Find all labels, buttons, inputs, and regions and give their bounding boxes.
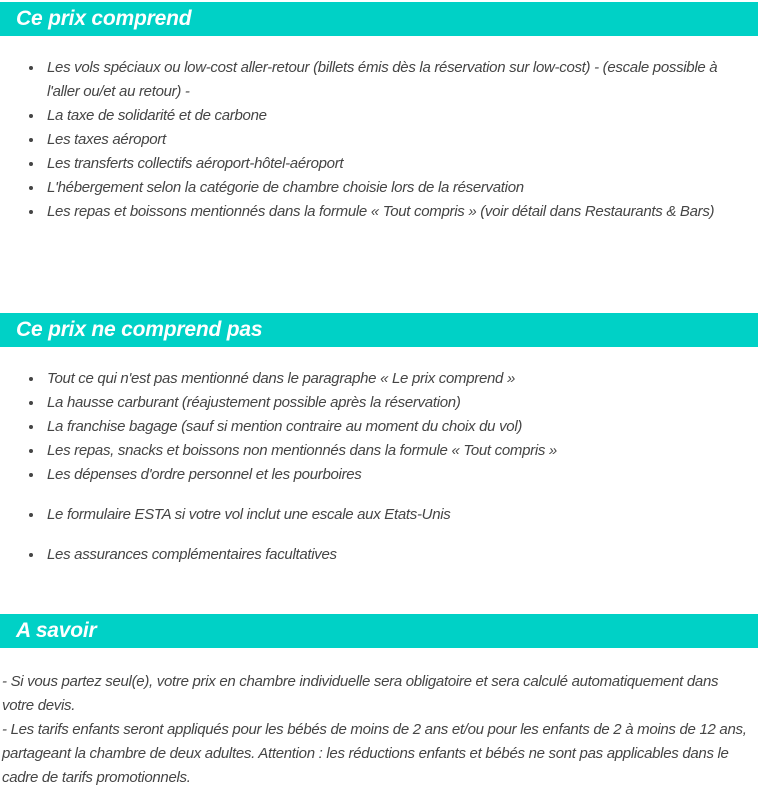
list-item: • Les repas et boissons mentionnés dans la formule « Tout compris » (voir détail dans Restaurants & Bars) (44, 200, 748, 224)
list-item: • La franchise bagage (sauf si mention contraire au moment du choix du vol) (44, 415, 748, 439)
section-title-price-includes: Ce prix comprend (16, 6, 192, 30)
list-item: • Les dépenses d'ordre personnel et les pourboires (44, 463, 748, 487)
list-item: • Les assurances complémentaires facultatives (44, 543, 748, 567)
list-item: • Le formulaire ESTA si votre vol inclut une escale aux Etats-Unis (44, 503, 748, 527)
section-good-to-know (0, 614, 758, 790)
list-item: • La taxe de solidarité et de carbone (44, 104, 748, 128)
section-title-good-to-know: A savoir (16, 618, 97, 642)
list-item: • Tout ce qui n'est pas mentionné dans le paragraphe « Le prix comprend » (44, 367, 748, 391)
price-includes-list (0, 56, 758, 224)
price-details-page (0, 2, 758, 805)
section-title-price-excludes: Ce prix ne comprend pas (16, 317, 263, 341)
section-header-good-to-know (0, 614, 758, 648)
section-header-price-excludes (0, 313, 758, 347)
section-spacer (0, 567, 758, 614)
section-price-excludes (0, 313, 758, 567)
section-header-price-includes (0, 2, 758, 36)
list-item: • Les transferts collectifs aéroport-hôtel-aéroport (44, 152, 748, 176)
list-item: • Les vols spéciaux ou low-cost aller-retour (billets émis dès la réservation sur low-cost) - (escale possible à l'aller ou/et au retour) - (44, 56, 748, 104)
list-item: • Les taxes aéroport (44, 128, 748, 152)
price-excludes-list (0, 367, 758, 567)
note-paragraph: - Les tarifs enfants seront appliqués pour les bébés de moins de 2 ans et/ou pour les enfants de 2 à moins de 12 ans, partageant la chambre de deux adultes. Attention : les réductions enfants et bébés ne sont pas applicables dans le cadre de tarifs promotionnels. (2, 721, 747, 786)
list-item: • La hausse carburant (réajustement possible après la réservation) (44, 391, 748, 415)
list-item: • L'hébergement selon la catégorie de chambre choisie lors de la réservation (44, 176, 748, 200)
note-paragraph: - Si vous partez seul(e), votre prix en chambre individuelle sera obligatoire et sera calculé automatiquement dans votre devis. (2, 673, 719, 714)
good-to-know-notes (0, 670, 758, 790)
section-spacer (0, 224, 758, 313)
section-price-includes (0, 2, 758, 224)
list-item: • Les repas, snacks et boissons non mentionnés dans la formule « Tout compris » (44, 439, 748, 463)
